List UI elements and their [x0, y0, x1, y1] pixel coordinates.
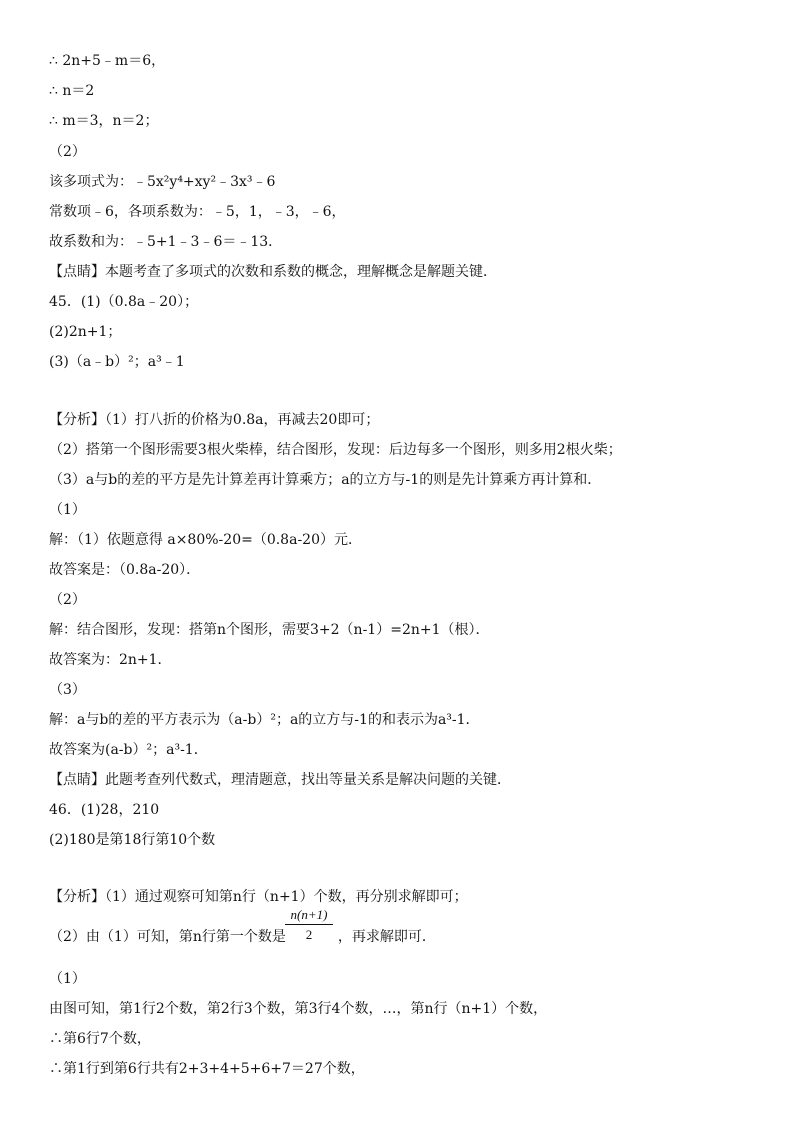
text-line-content: ∴ 2n+5﹣m＝6， — [49, 53, 166, 69]
text-line — [49, 501, 86, 519]
text-line — [49, 471, 601, 489]
text-line-content: （2） — [49, 144, 86, 160]
fraction-denominator: 2 — [305, 927, 313, 942]
text-line — [49, 441, 622, 459]
text-line-content: （3）a与b的差的平方是先计算差再计算乘方；a的立方与-1的则是先计算乘方再计算和． — [49, 472, 602, 488]
text-line — [49, 771, 511, 789]
text-line — [49, 711, 480, 729]
text-line-tail: ，再求解即可． — [337, 929, 436, 945]
text-line-content: ∴第6行7个数， — [49, 1031, 151, 1047]
text-line-content: 故答案为：2n+1． — [49, 652, 172, 668]
text-line — [49, 1060, 365, 1078]
fraction-bar — [285, 924, 333, 925]
text-line-content: ∴第1行到第6行共有2+3+4+5+6+7＝27个数， — [49, 1061, 365, 1077]
text-line — [49, 112, 158, 130]
text-line-content: （2） — [49, 592, 86, 608]
text-line-content: 【分析】（1）通过观察可知第n行（n+1）个数，再分别求解即可； — [49, 889, 468, 905]
text-line-content: 故答案是：（0.8a-20）． — [49, 562, 201, 578]
text-line-content: 解：结合图形，发现：搭第n个图形，需要3+2（n-1）=2n+1（根）． — [49, 622, 490, 638]
text-line — [49, 531, 362, 549]
text-line-content: 常数项﹣6，各项系数为：﹣5，1，﹣3，﹣6， — [49, 204, 346, 220]
text-line — [49, 831, 215, 849]
text-line-content: 45．(1)（0.8a﹣20）； — [49, 294, 199, 310]
text-line — [49, 1030, 151, 1048]
fraction-n-n-plus-1-over-2 — [285, 907, 333, 943]
text-line-content: （2）由（1）可知，第n行第一个数是 — [49, 929, 286, 945]
text-line-content: 由图可知，第1行2个数，第2行3个数，第3行4个数，…，第n行（n+1）个数， — [49, 1001, 548, 1017]
text-line-content: (2)2n+1； — [49, 324, 122, 340]
text-line-content: 解：a与b的差的平方表示为（a-b）²；a的立方与-1的和表示为a³-1． — [49, 712, 480, 728]
text-line-content: 故答案为(a-b）²；a³-1． — [49, 742, 208, 758]
text-line-content: 【点睛】此题考查列代数式，理清题意，找出等量关系是解决问题的关键． — [49, 772, 511, 788]
text-line-content: 该多项式为：﹣5x²y⁴+xy²﹣3x³﹣6 — [49, 174, 276, 190]
text-line-content: 解：（1）依题意得 a×80%-20=（0.8a-20）元． — [49, 532, 362, 548]
text-line — [49, 293, 198, 311]
text-line-content: （2）搭第一个图形需要3根火柴棒，结合图形，发现：后边每多一个图形，则多用2根火柴； — [49, 442, 622, 458]
text-line-content: (2)180是第18行第10个数 — [49, 832, 216, 848]
text-line-content: (3)（a﹣b）²；a³﹣1 — [49, 354, 185, 370]
text-line — [49, 353, 185, 371]
text-line — [49, 651, 172, 669]
text-line — [49, 173, 275, 191]
text-line — [49, 681, 86, 699]
text-line — [49, 561, 200, 579]
text-line-content: 【分析】（1）打八折的价格为0.8a，再减去20即可； — [49, 412, 380, 428]
text-line — [49, 621, 490, 639]
fraction-numerator: n(n+1) — [290, 907, 328, 922]
text-line — [49, 233, 282, 251]
text-line — [49, 82, 94, 100]
text-line — [49, 323, 121, 341]
text-line-content: 故系数和为：﹣5+1﹣3﹣6＝﹣13． — [49, 234, 283, 250]
text-line — [49, 591, 86, 609]
text-line-content: 【点睛】本题考查了多项式的次数和系数的概念，理解概念是解题关键． — [49, 264, 497, 280]
text-line-content: 46．(1)28，210 — [49, 802, 160, 818]
text-line-content: ∴ n＝2 — [49, 83, 95, 99]
text-line — [49, 928, 436, 946]
text-line — [49, 970, 86, 988]
text-line — [49, 801, 159, 819]
text-line — [49, 741, 208, 759]
text-line-content: （3） — [49, 682, 86, 698]
text-line-content: ∴ m＝3，n＝2； — [49, 113, 159, 129]
text-line — [49, 411, 379, 429]
text-line — [49, 143, 86, 161]
text-line — [49, 263, 497, 281]
text-line — [49, 52, 165, 70]
text-line — [49, 1000, 547, 1018]
text-line — [49, 888, 468, 906]
text-line-content: （1） — [49, 971, 86, 987]
text-line — [49, 203, 346, 221]
text-line-content: （1） — [49, 502, 86, 518]
